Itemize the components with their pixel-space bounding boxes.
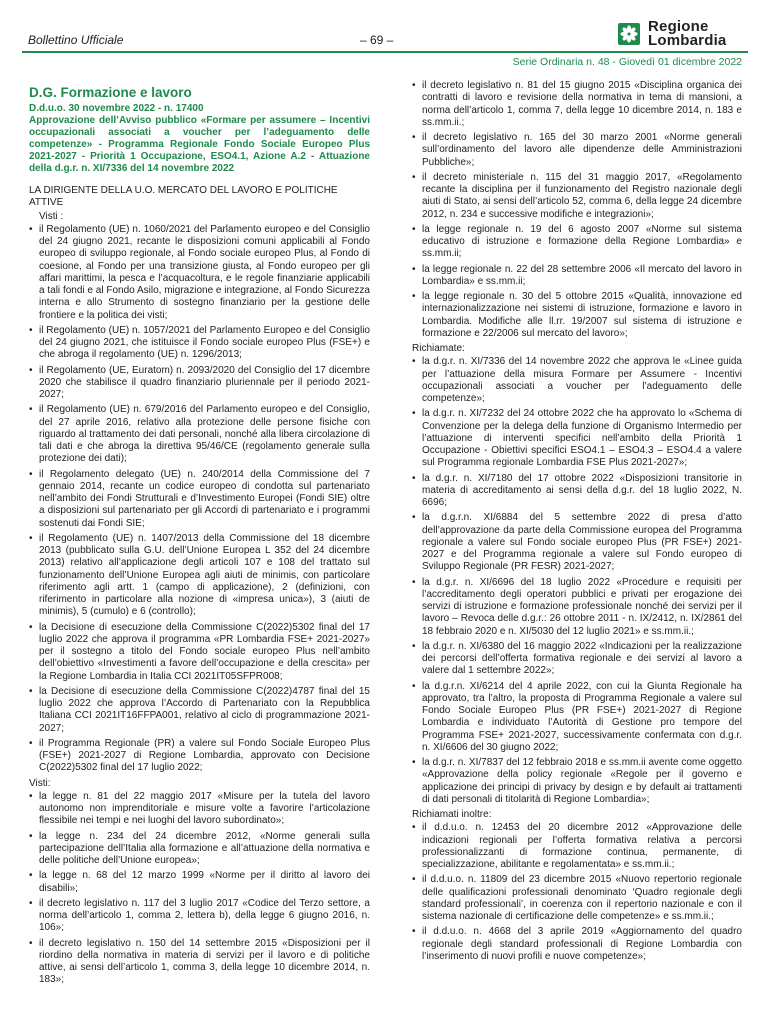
list-item: • il Programma Regionale (PR) a valere sul Fondo Sociale Europeo Plus (FSE+) 2021-2027 di Regione Lombardia, approvato con Decisione C(2022)5302 final del 17 luglio 2022; [29, 738, 370, 775]
list-item: • il d.d.u.o. n. 11809 del 23 dicembre 2015 «Nuovo repertorio regionale delle qualificazioni professionali denominato ‘Quadro regionale degli standard professionali’, in coerenza con il repertorio nazionale e con il sistema nazionale di certificazione delle competenze» e ss.mm.ii.; [412, 874, 742, 923]
visti-heading-1: Visti : [39, 210, 64, 222]
decree-heading [29, 103, 370, 175]
logo-line-2: Lombardia [648, 32, 727, 49]
richiamati-heading: Richiamati inoltre: [412, 809, 492, 820]
logo-wordmark [648, 20, 726, 48]
list-item: • la legge regionale n. 30 del 5 ottobre 2015 «Qualità, innovazione ed internazionalizzazione nei sistemi di istruzione, formazione e lavoro in Lombardia. Modifiche alle ll.rr. 19/2007 sul sistema di istruzione e formazione e 22/2006 sul mercato del lavoro»; [412, 291, 742, 340]
list-item: • il decreto ministeriale n. 115 del 31 maggio 2017, «Regolamento recante la disciplina per il funzionamento del Registro nazionale degli aiuti di Stato, ai sensi dell’articolo 52, comma 6, della legge 24 dicembre 2012, n. 234 e successive modifiche e integrazioni»; [412, 172, 742, 221]
list-item: • la legge n. 81 del 22 maggio 2017 «Misure per la tutela del lavoro autonomo non imprenditoriale e misure volte a favorire l’articolazione flessibile nei tempi e nei luoghi del lavoro subordinato»; [29, 791, 370, 828]
list-item: • il decreto legislativo n. 165 del 30 marzo 2001 «Norme generali sull’ordinamento del lavoro alle dipendenze delle Amministrazioni Pubbliche»; [412, 132, 742, 169]
list-item: • il Regolamento (UE) n. 1407/2013 della Commissione del 18 dicembre 2013 (pubblicato sulla G.U. dell’Unione Europea L 352 del 24 dicembre 2013) relativo all’applicazione degli articoli 107 e 108 del trattato sul funzionamento dell’Unione Europea agli aiuti de minimis, con particolare riferimento agli artt. 1 (campo di applicazione), 2 (definizioni, con riferimento in particolare alla nozione di «impresa unica»), 3 (aiuti de minimis), 5 (cumulo) e 6 (controllo); [29, 533, 370, 619]
director-line: LA DIRIGENTE DELLA U.O. MERCATO DEL LAVORO E POLITICHE ATTIVE [29, 185, 338, 209]
list-item: • il d.d.u.o. n. 12453 del 20 dicembre 2012 «Approvazione delle indicazioni regionali per l’offerta formativa relativa a percorsi professionalizzanti di formazione continua, permanente, di specializzazione, abilitante e regolamentata» e ss.mm.ii.; [412, 822, 742, 871]
list-item: • il decreto legislativo n. 81 del 15 giugno 2015 «Disciplina organica dei contratti di lavoro e revisione della normativa in tema di mansioni, a norma dell’articolo 1, comma 7, della legge 10 dicembre 2014, n. 183 e ss.mm.ii.; [412, 80, 742, 129]
list-item: • il decreto legislativo n. 117 del 3 luglio 2017 «Codice del Terzo settore, a norma dell’articolo 1, comma 2, lettera b), della legge 6 giugno 2016, n. 106»; [29, 898, 370, 935]
publication-name: Bollettino Ufficiale [28, 33, 124, 47]
richiamate-heading: Richiamate: [412, 343, 465, 354]
page-header [0, 0, 770, 68]
list-item: • la d.g.r. n. XI/7232 del 24 ottobre 2022 che ha approvato lo «Schema di Convenzione per la delega della funzione di Organismo Intermedio per l’attuazione di interventi specifici nell’ambito della Priorità 1 Occupazione - Obiettivi specifici ESO4.1 – ESO4.3 – ESO4.4 a valere sul Programma regionale Lombardia FSE Plus 2021-2027»; [412, 408, 742, 469]
section-title: D.G. Formazione e lavoro [29, 85, 192, 100]
visti-list-2 [29, 791, 370, 987]
list-item: • il d.d.u.o. n. 4668 del 3 aprile 2019 «Aggiornamento del quadro regionale degli standard professionali di Regione Lombardia con l’inserimento di nuovi profili e nuove competenze»; [412, 926, 742, 963]
decree-number: D.d.u.o. 30 novembre 2022 - n. 17400 [29, 103, 204, 114]
list-item: • la Decisione di esecuzione della Commissione C(2022)4787 final del 15 luglio 2022 che approva l’Accordo di Partenariato con la Repubblica Italiana CCI 2021IT16FFPA001, relativo al ciclo di programmazione 2021-2027; [29, 686, 370, 735]
list-item: • la d.g.r. n. XI/6696 del 18 luglio 2022 «Procedure e requisiti per l’accreditamento degli operatori pubblici e privati per erogazione dei servizi di istruzione e formazione professionale nonché dei servizi per il lavoro – Revoca delle d.g.r.: 26 ottobre 2011 - n. IX/2412, n. IX/2861 del 18 febbraio 2020 e n. XI/5030 del 12 luglio 2021» e ss.mm.ii.; [412, 577, 742, 638]
page-number: – 69 – [360, 33, 394, 47]
header-rule [22, 51, 748, 53]
list-item: • la d.g.r. n. XI/7180 del 17 ottobre 2022 «Disposizioni transitorie in materia di accreditamento ai sensi della d.g.r. del 18 luglio 2022, N. 6696; [412, 473, 742, 510]
visti-heading-2: Visti: [29, 777, 51, 789]
list-item: • la d.g.r.n. XI/6884 del 5 settembre 2022 di presa d’atto dell’approvazione da parte della Commissione europea del Programma regionale a valere sul Fondo sociale europeo Plus (PR FSE+) 2021-2027 e del Programma regionale a valere sul Fondo europeo di Sviluppo Regionale (PR FESR) 2021-2027; [412, 512, 742, 573]
logo-line-1: Regione [648, 18, 709, 35]
list-item: • la d.g.r. n. XI/6380 del 16 maggio 2022 «Indicazioni per la realizzazione dei percorsi dell’offerta formativa regionale e dei servizi al lavoro a valere dal 1 settembre 2022»; [412, 641, 742, 678]
left-column [29, 80, 370, 990]
decree-subject: Approvazione dell’Avviso pubblico «Formare per assumere – Incentivi occupazionali associati a voucher per l’adeguamento delle competenze» - Programma Regionale Fondo Sociale Europeo Plus 2021-2027 - Priorità 1 Occupazione, ESO4.1, Azione A.2 - Attuazione della d.g.r. n. XI/7336 del 14 novembre 2022 [29, 115, 370, 174]
richiamati-list [412, 822, 742, 963]
visti-list-3 [412, 80, 742, 340]
list-item: • la legge regionale n. 22 del 28 settembre 2006 «Il mercato del lavoro in Lombardia» e ss.mm.ii; [412, 264, 742, 289]
list-item: • il Regolamento (UE) n. 679/2016 del Parlamento europeo e del Consiglio, del 27 aprile 2016, relativo alla protezione delle persone fisiche con riguardo al trattamento dei dati personali, nonché alla libera circolazione di tali dati e che abroga la direttiva 95/46/CE (regolamento generale sulla protezione dei dati); [29, 404, 370, 465]
list-item: • la legge n. 68 del 12 marzo 1999 «Norme per il diritto al lavoro dei disabili»; [29, 870, 370, 895]
list-item: • la d.g.r. n. XI/7336 del 14 novembre 2022 che approva le «Linee guida per l’attuazione della misura Formare per Assumere - Incentivi occupazionali associati a voucher per l’adeguamento delle competenze»; [412, 356, 742, 405]
list-item: • il Regolamento (UE, Euratom) n. 2093/2020 del Consiglio del 17 dicembre 2020 che stabilisce il quadro finanziario pluriennale per il periodo 2021-2027; [29, 365, 370, 402]
list-item: • la d.g.r. n. XI/7837 del 12 febbraio 2018 e ss.mm.ii avente come oggetto «Approvazione della policy regionale «Regole per il governo e applicazione dei principi di privacy by design e by default ai trattamenti di dati personali di titolarità di Regione Lombardia»; [412, 757, 742, 806]
list-item: • la legge regionale n. 19 del 6 agosto 2007 «Norme sul sistema educativo di istruzione e formazione della Regione Lombardia» e ss.mm.ii; [412, 224, 742, 261]
regione-lombardia-logo [618, 18, 748, 50]
list-item: • il decreto legislativo n. 150 del 14 settembre 2015 «Disposizioni per il riordino della normativa in materia di servizi per il lavoro e di politiche attive, ai sensi dell’articolo 1, comma 3, della legge 10 dicembre 2014, n. 183»; [29, 938, 370, 987]
visti-list-1 [29, 224, 370, 775]
list-item: • la legge n. 234 del 24 dicembre 2012, «Norme generali sulla partecipazione dell’Italia alla formazione e all’attuazione della normativa e delle politiche dell’Unione europea»; [29, 831, 370, 868]
list-item: • la d.g.r.n. XI/6214 del 4 aprile 2022, con cui la Giunta Regionale ha approvato, tra l’altro, la proposta di Programma Regionale a valere sul Fondo Sociale Europeo Plus (PR FSE+) 2021-2027 di Regione Lombardia e individuato l’Autorità di Gestione pro tempore del Programma FSE+ 2021-2027, successivamente confermata con d.g.r. n. XI/6606 del 30 giugno 2022; [412, 681, 742, 755]
regione-lombardia-rose-icon [618, 23, 640, 45]
list-item: • la Decisione di esecuzione della Commissione C(2022)5302 final del 17 luglio 2022 che approva il programma «PR Lombardia FSE+ 2021-2027» per il sostegno a titolo del Fondo sociale europeo Plus nell’ambito dell’obiettivo «Investimenti a favore dell’occupazione e della crescita» per la Regione Lombardia in Italia CCI 2021IT05SFPR008; [29, 622, 370, 683]
list-item: • il Regolamento delegato (UE) n. 240/2014 della Commissione del 7 gennaio 2014, recante un codice europeo di condotta sul partenariato nell’ambito dei Fondi Strutturali e d’Investimento Europei (Fondi SIE) oltre a disposizioni sul partenariato per gli Accordi di partenariato e i programmi sostenuti dai Fondi SIE; [29, 469, 370, 530]
richiamate-list [412, 356, 742, 806]
list-item: • il Regolamento (UE) n. 1057/2021 del Parlamento Europeo e del Consiglio del 24 giugno 2021, che istituisce il Fondo sociale europeo Plus (FSE+) e che abroga il regolamento (UE) n. 1296/2013; [29, 325, 370, 362]
right-column [412, 80, 742, 966]
list-item: • il Regolamento (UE) n. 1060/2021 del Parlamento europeo e del Consiglio del 24 giugno 2021, recante le disposizioni comuni applicabili al Fondo europeo di sviluppo regionale, al Fondo sociale europeo Plus, al Fondo di coesione, al Fondo per una transizione giusta, al Fondo europeo per gli affari marittimi, la pesca e l’acquacoltura, e le regole finanziarie applicabili a tali fondi e al Fondo Asilo, migrazione e integrazione, al Fondo Sicurezza interna e allo Strumento di sostegno finanziario per la gestione delle frontiere e la politica dei visti; [29, 224, 370, 322]
issue-line: Serie Ordinaria n. 48 - Giovedì 01 dicembre 2022 [512, 56, 742, 68]
